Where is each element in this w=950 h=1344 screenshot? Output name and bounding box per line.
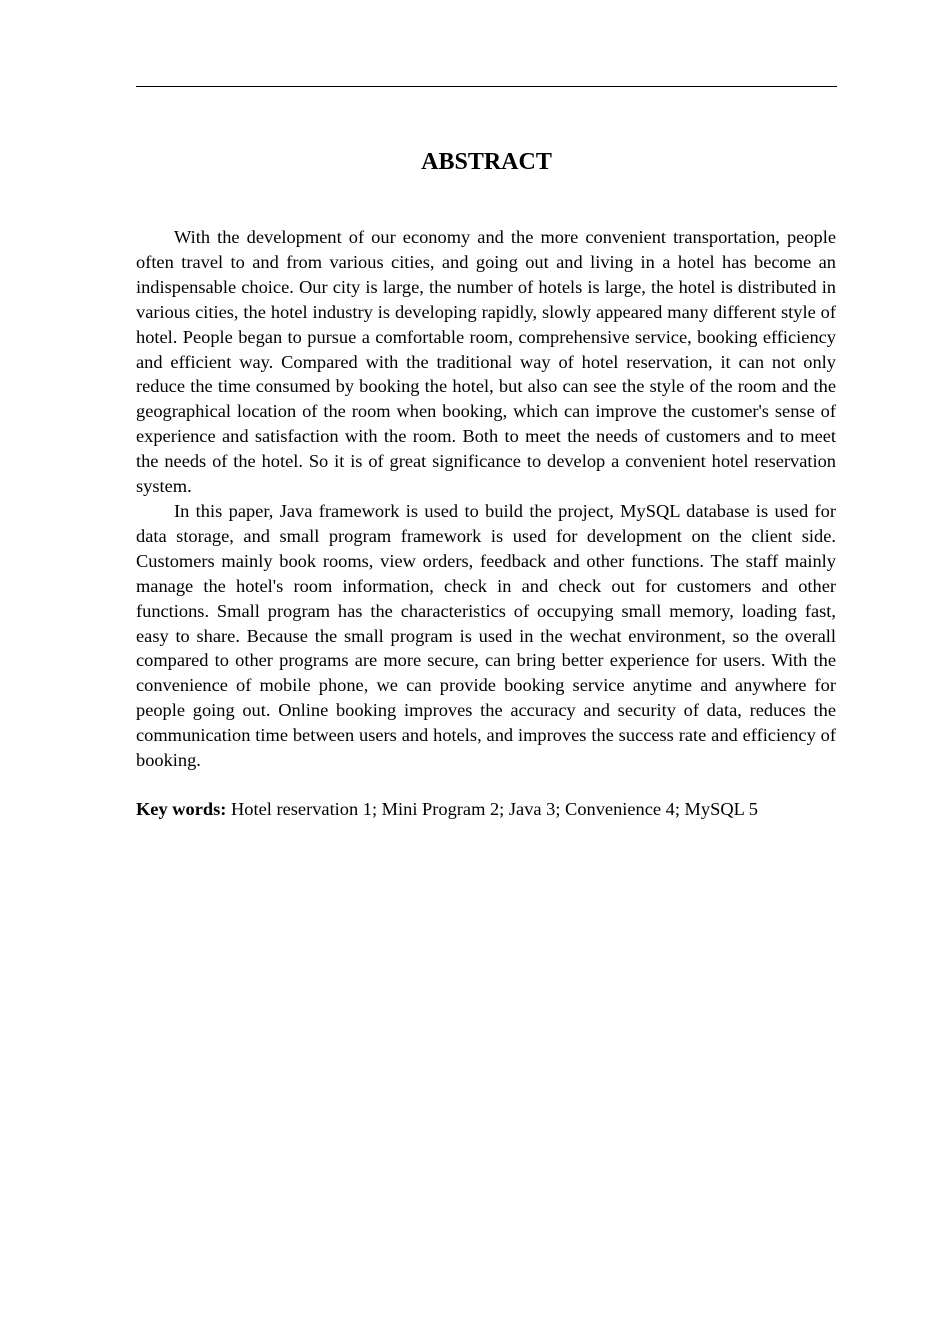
keywords	[136, 797, 836, 822]
abstract-body	[136, 225, 836, 773]
keywords-text: Hotel reservation 1; Mini Program 2; Java 3; Convenience 4; MySQL 5	[226, 799, 758, 819]
page-title: ABSTRACT	[421, 149, 552, 175]
keywords-label: Key words:	[136, 799, 227, 819]
abstract-paragraph: In this paper, Java framework is used to build the project, MySQL database is used for data storage, and small program framework is used for development on the client side. Customers mainly book rooms, view orders, feedback and other functions. The staff mainly manage the hotel's room information, check in and check out for customers and other functions. Small program has the characteristics of occupying small memory, loading fast, easy to share. Because the small program is used in the wechat environment, so the overall compared to other programs are more secure, can bring better experience for users. With the convenience of mobile phone, we can provide booking service anytime and anywhere for people going out. Online booking improves the accuracy and security of data, reduces the communication time between users and hotels, and improves the success rate and efficiency of booking.	[136, 500, 836, 771]
header-rule	[136, 86, 837, 87]
abstract-paragraph: With the development of our economy and the more convenient transportation, people often travel to and from various cities, and going out and living in a hotel has become an indispensable choice. Our city is large, the number of hotels is large, the hotel is distributed in various cities, the hotel industry is developing rapidly, slowly appeared many different style of hotel. People began to pursue a comfortable room, comprehensive service, booking efficiency and efficient way. Compared with the traditional way of hotel reservation, it can not only reduce the time consumed by booking the hotel, but also can see the style of the room and the geographical location of the room when booking, which can improve the customer's sense of experience and satisfaction with the room. Both to meet the needs of customers and to meet the needs of the hotel. So it is of great significance to develop a convenient hotel reservation system.	[136, 227, 836, 497]
